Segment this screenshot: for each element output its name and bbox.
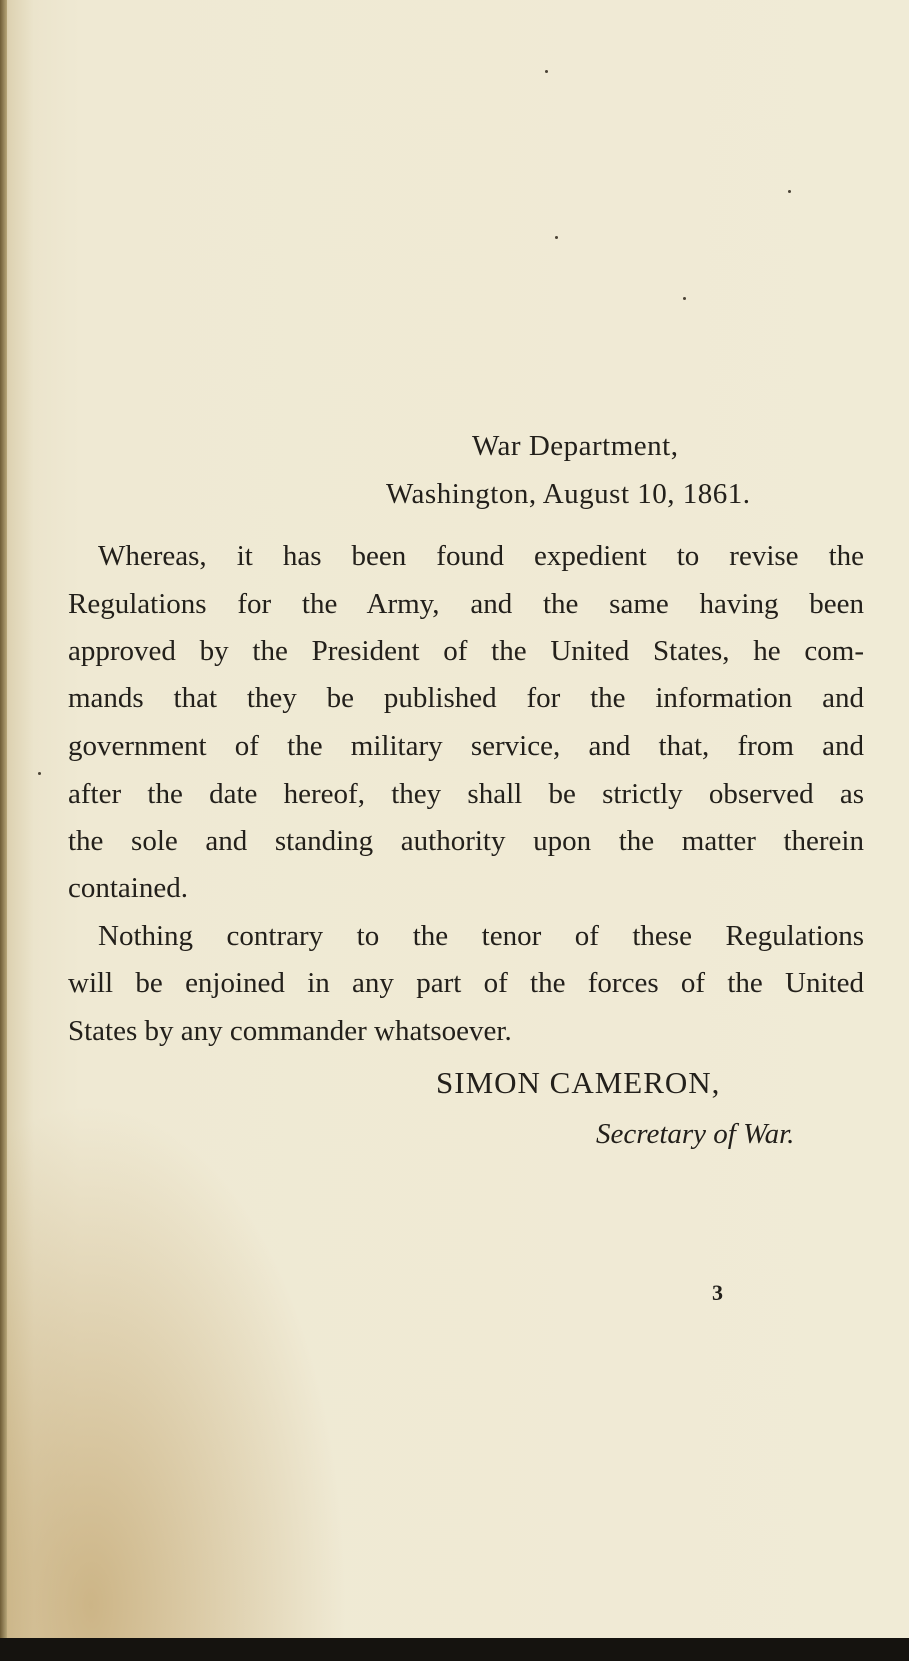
body-line: Whereas, it has been found expedient to revise the [98, 540, 864, 572]
body-line: Nothing contrary to the tenor of these Regulations [98, 920, 864, 952]
paper-speck [788, 190, 791, 193]
body-line: will be enjoined in any part of the forces of the United [68, 967, 864, 999]
paper-speck [545, 70, 548, 73]
body-line: contained. [68, 872, 188, 904]
paper-speck [38, 772, 41, 775]
department-heading: War Department, [472, 430, 679, 462]
body-line: mands that they be published for the information and [68, 682, 864, 714]
place-date-heading: Washington, August 10, 1861. [386, 478, 751, 510]
paper-speck [555, 236, 558, 239]
body-line: approved by the President of the United States, he com- [68, 635, 864, 667]
scan-bottom-border [0, 1638, 909, 1661]
page-number: 3 [712, 1280, 723, 1305]
body-line: Regulations for the Army, and the same having been [68, 588, 864, 620]
signature-title: Secretary of War. [596, 1118, 795, 1150]
body-line: after the date hereof, they shall be strictly observed as [68, 778, 864, 810]
body-line: the sole and standing authority upon the matter therein [68, 825, 864, 857]
body-line: government of the military service, and that, from and [68, 730, 864, 762]
signature-name: SIMON CAMERON, [436, 1065, 721, 1100]
body-line: States by any commander whatsoever. [68, 1015, 512, 1047]
paper-speck [683, 297, 686, 300]
binding-edge [0, 0, 7, 1638]
